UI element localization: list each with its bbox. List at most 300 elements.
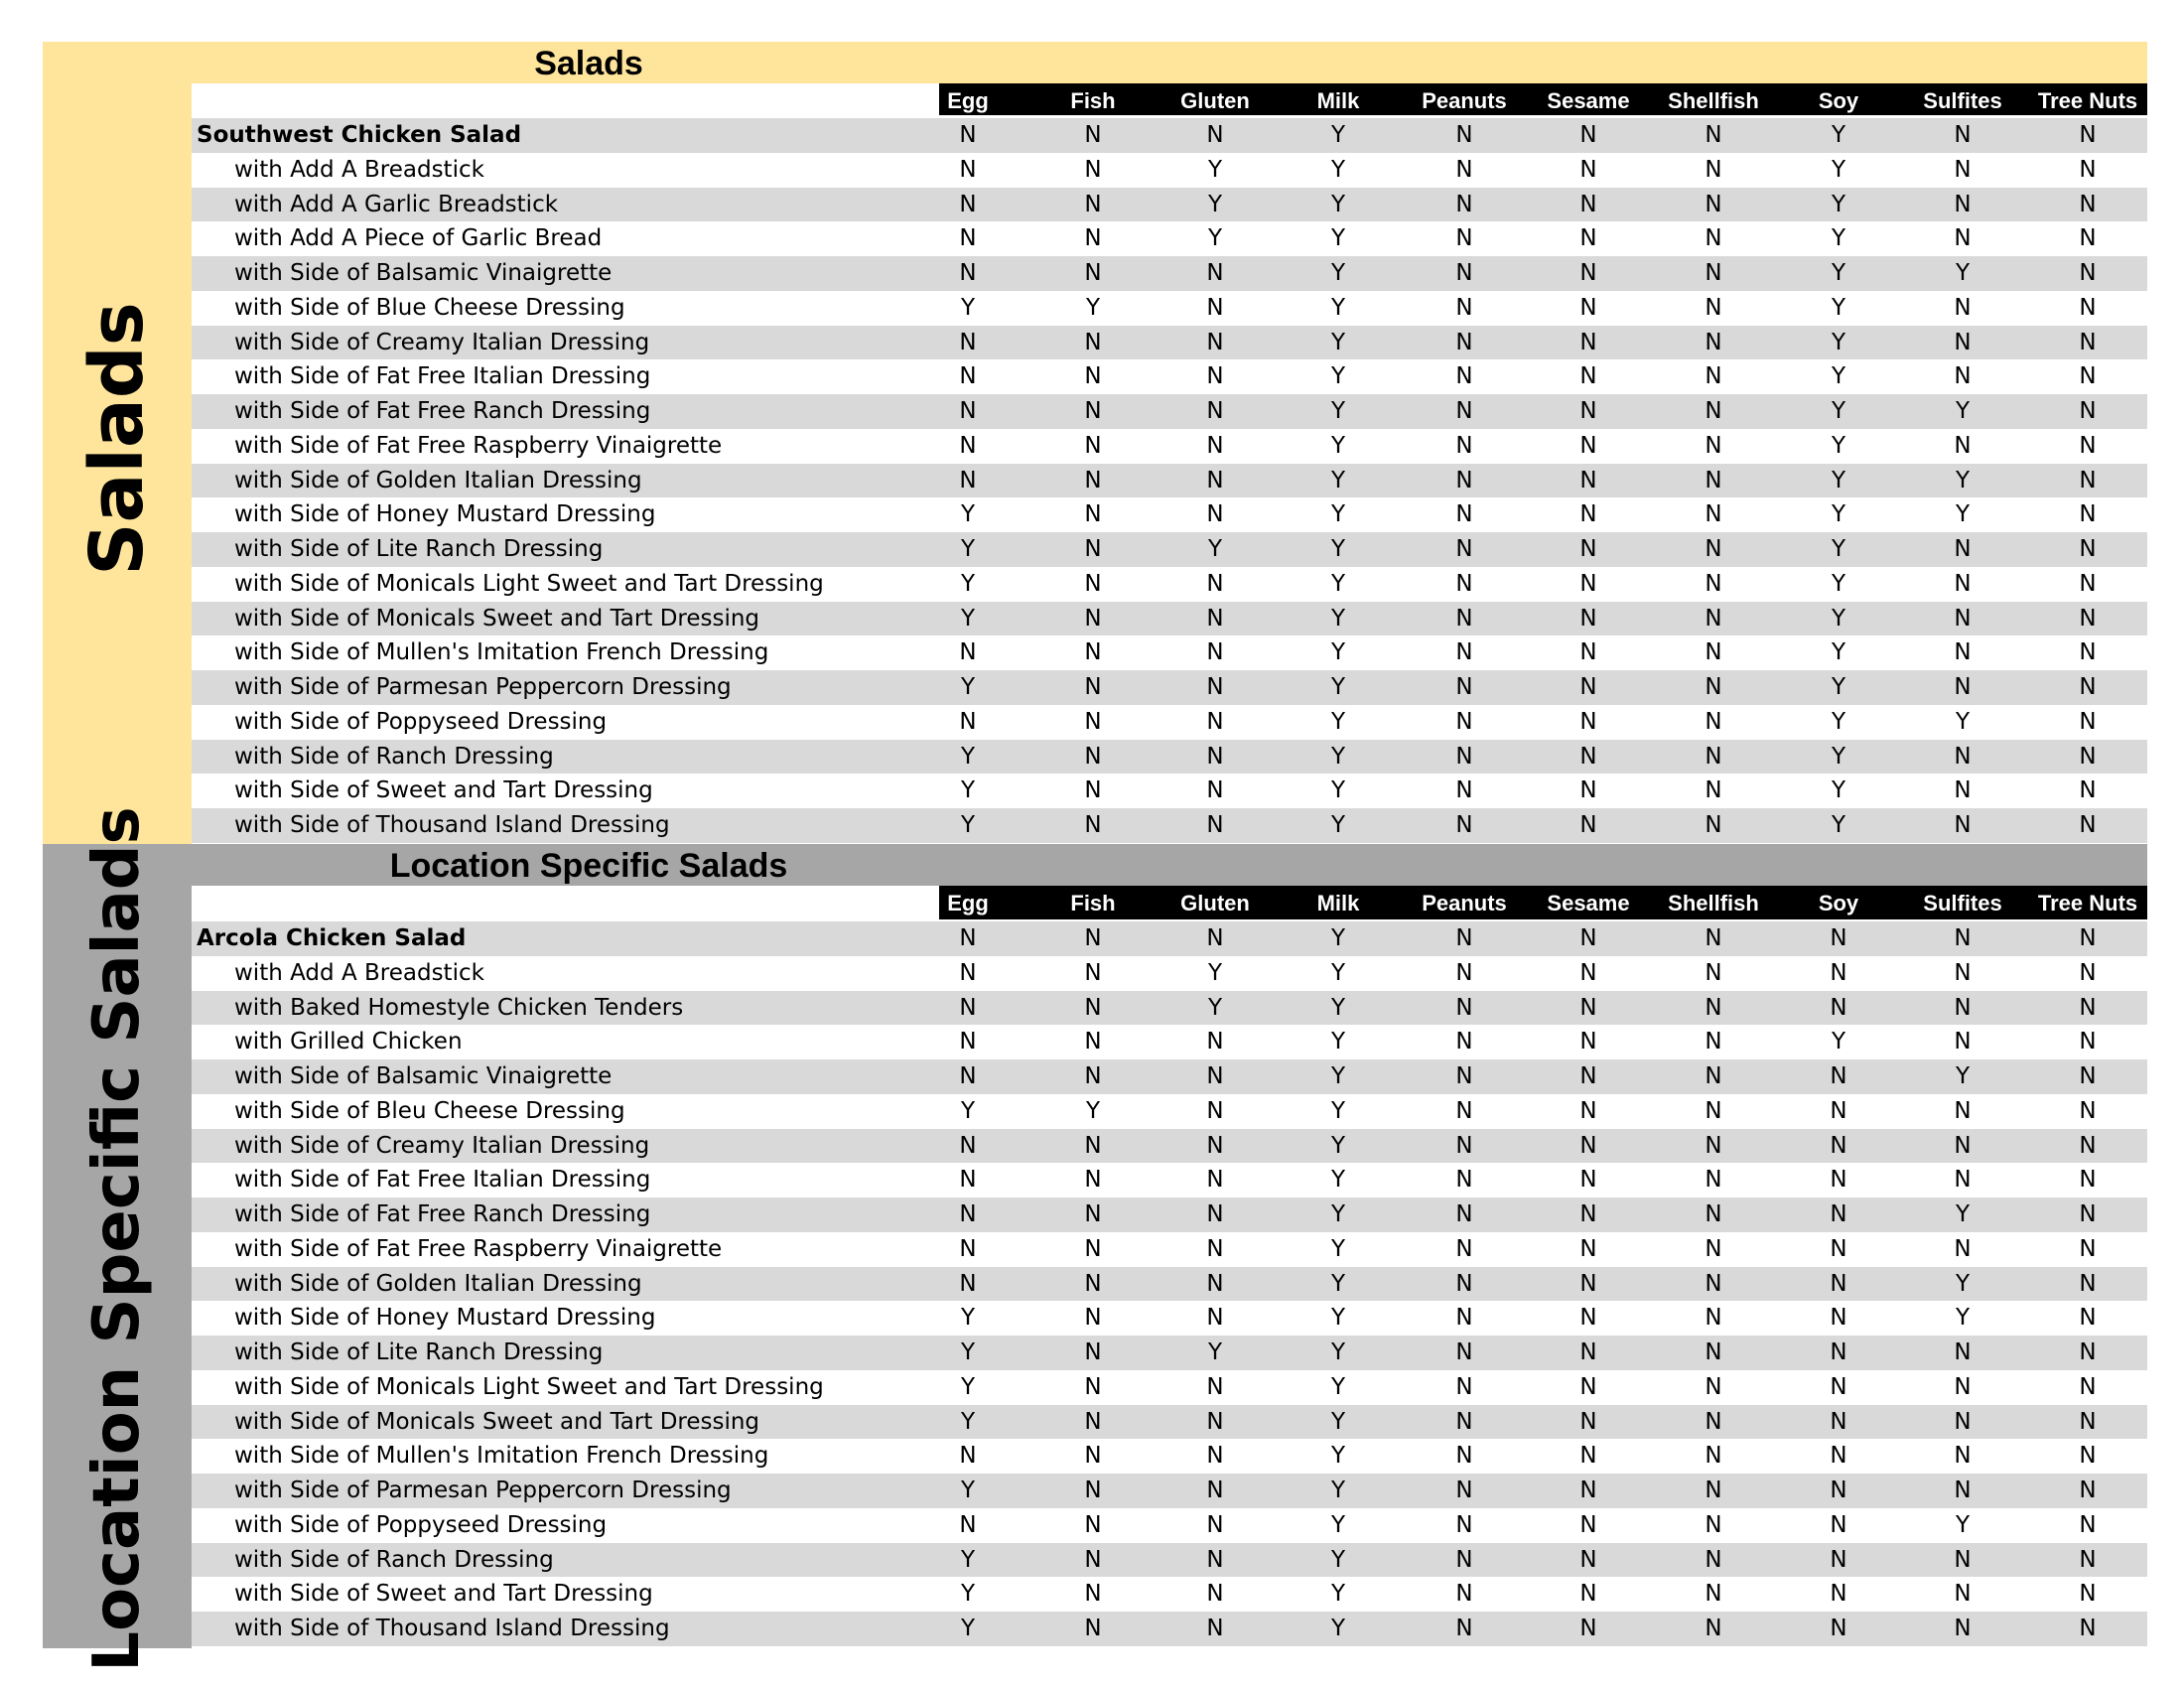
allergen-value-gluten: N (1206, 398, 1224, 424)
option-row (192, 326, 2147, 360)
option-row (192, 1025, 2147, 1059)
salads-section (43, 42, 2147, 844)
allergen-value-fish: N (1084, 1270, 1102, 1297)
option-row (192, 1267, 2147, 1302)
option-row (192, 1439, 2147, 1474)
location-specific-title: Location Specific Salads (389, 847, 788, 885)
item-name: with Side of Monicals Sweet and Tart Dressing (234, 605, 760, 632)
allergen-value-egg: Y (960, 1546, 976, 1573)
allergen-value-shellfish: N (1705, 743, 1722, 770)
allergen-value-fish: N (1084, 1235, 1102, 1262)
menu-item-row (192, 921, 2147, 956)
allergen-value-soy: Y (1831, 570, 1846, 597)
option-row (192, 1094, 2147, 1129)
allergen-value-soy: N (1830, 1167, 1847, 1194)
salads-title: Salads (534, 45, 643, 82)
item-name: with Add A Breadstick (234, 156, 484, 183)
allergen-value-egg: N (959, 260, 977, 286)
allergen-value-shellfish: N (1705, 225, 1722, 252)
allergen-value-fish: N (1084, 1339, 1102, 1365)
allergen-value-peanuts: N (1455, 1063, 1473, 1089)
allergen-value-tree-nuts: N (2079, 570, 2097, 597)
allergen-value-soy: N (1830, 1235, 1847, 1262)
allergen-value-gluten: Y (1207, 536, 1223, 562)
allergen-value-soy: N (1830, 1097, 1847, 1124)
allergen-value-sulfites: N (1954, 1477, 1972, 1503)
item-name: Southwest Chicken Salad (197, 122, 522, 148)
allergen-value-sulfites: N (1954, 925, 1972, 951)
option-row (192, 1336, 2147, 1370)
allergen-value-gluten: N (1206, 812, 1224, 838)
allergen-value-shellfish: N (1705, 777, 1722, 804)
item-name: with Side of Fat Free Raspberry Vinaigrette (234, 432, 723, 459)
allergen-value-peanuts: N (1455, 812, 1473, 838)
allergen-value-sesame: N (1579, 674, 1597, 700)
allergen-value-milk: Y (1330, 1167, 1346, 1194)
allergen-value-gluten: Y (1207, 191, 1223, 217)
item-name: with Side of Blue Cheese Dressing (234, 294, 625, 321)
allergen-value-milk: Y (1330, 639, 1346, 666)
allergen-value-sesame: N (1579, 1408, 1597, 1435)
allergen-value-peanuts: N (1455, 467, 1473, 493)
allergen-value-soy: Y (1831, 743, 1846, 770)
option-row (192, 359, 2147, 394)
allergen-value-sulfites: N (1954, 1581, 1972, 1608)
item-name: with Side of Thousand Island Dressing (234, 812, 670, 838)
allergen-value-gluten: N (1206, 1443, 1224, 1470)
allergen-value-sesame: N (1579, 708, 1597, 735)
allergen-value-milk: Y (1330, 1546, 1346, 1573)
allergen-value-peanuts: N (1455, 501, 1473, 528)
allergen-value-fish: N (1084, 994, 1102, 1021)
allergen-value-fish: N (1084, 570, 1102, 597)
location-specific-side-band (43, 806, 192, 1672)
allergen-value-gluten: N (1206, 329, 1224, 355)
allergen-value-fish: N (1084, 1373, 1102, 1400)
allergen-value-sesame: N (1579, 122, 1597, 148)
allergen-value-fish: N (1084, 1581, 1102, 1608)
allergen-value-sesame: N (1579, 191, 1597, 217)
menu-item-row (192, 118, 2147, 153)
allergen-value-soy: Y (1831, 639, 1846, 666)
item-name: with Side of Fat Free Italian Dressing (234, 363, 651, 390)
allergen-value-shellfish: N (1705, 363, 1722, 390)
allergen-value-sesame: N (1579, 363, 1597, 390)
allergen-value-soy: N (1830, 959, 1847, 986)
allergen-value-sulfites: N (1954, 605, 1972, 632)
allergen-value-gluten: N (1206, 122, 1224, 148)
allergen-value-sulfites: N (1954, 1546, 1972, 1573)
option-row (192, 635, 2147, 670)
item-name: with Side of Fat Free Raspberry Vinaigrette (234, 1235, 723, 1262)
allergen-value-fish: N (1084, 363, 1102, 390)
allergen-value-sesame: N (1579, 639, 1597, 666)
allergen-value-peanuts: N (1455, 1373, 1473, 1400)
allergen-value-peanuts: N (1455, 191, 1473, 217)
allergen-value-egg: N (959, 156, 977, 183)
allergen-value-shellfish: N (1705, 605, 1722, 632)
item-name: with Side of Parmesan Peppercorn Dressing (234, 1477, 732, 1503)
allergen-value-peanuts: N (1455, 1546, 1473, 1573)
allergen-value-gluten: N (1206, 743, 1224, 770)
allergen-value-shellfish: N (1705, 1443, 1722, 1470)
allergen-value-sulfites: Y (1955, 1201, 1971, 1227)
option-row (192, 1059, 2147, 1094)
allergen-value-egg: N (959, 708, 977, 735)
allergen-value-soy: N (1830, 1201, 1847, 1227)
item-name: with Side of Fat Free Ranch Dressing (234, 398, 651, 424)
column-header-peanuts: Peanuts (1422, 88, 1507, 113)
allergen-value-fish: N (1084, 1167, 1102, 1194)
column-header-fish: Fish (1070, 88, 1116, 113)
option-row (192, 1301, 2147, 1336)
allergen-value-soy: Y (1831, 501, 1846, 528)
allergen-value-gluten: N (1206, 1201, 1224, 1227)
allergen-value-egg: Y (960, 1408, 976, 1435)
allergen-value-milk: Y (1330, 467, 1346, 493)
allergen-value-shellfish: N (1705, 1201, 1722, 1227)
allergen-value-sesame: N (1579, 1477, 1597, 1503)
allergen-value-fish: N (1084, 536, 1102, 562)
allergen-value-sesame: N (1579, 1097, 1597, 1124)
allergen-value-gluten: N (1206, 363, 1224, 390)
allergen-value-gluten: N (1206, 501, 1224, 528)
allergen-value-fish: N (1084, 639, 1102, 666)
allergen-value-peanuts: N (1455, 1029, 1473, 1055)
allergen-value-gluten: N (1206, 1373, 1224, 1400)
allergen-value-egg: N (959, 363, 977, 390)
allergen-value-tree-nuts: N (2079, 225, 2097, 252)
allergen-value-sesame: N (1579, 1581, 1597, 1608)
allergen-value-gluten: N (1206, 467, 1224, 493)
allergen-value-milk: Y (1330, 363, 1346, 390)
allergen-value-shellfish: N (1705, 467, 1722, 493)
option-row (192, 221, 2147, 256)
location-specific-salads-section (43, 806, 2147, 1672)
allergen-value-sulfites: N (1954, 777, 1972, 804)
allergen-value-gluten: N (1206, 1097, 1224, 1124)
allergen-value-egg: N (959, 122, 977, 148)
allergen-value-fish: N (1084, 1029, 1102, 1055)
item-name: with Side of Ranch Dressing (234, 743, 554, 770)
allergen-value-sesame: N (1579, 501, 1597, 528)
allergen-value-tree-nuts: N (2079, 1581, 2097, 1608)
allergen-value-milk: Y (1330, 1581, 1346, 1608)
allergen-value-sulfites: N (1954, 1443, 1972, 1470)
allergen-value-soy: Y (1831, 329, 1846, 355)
allergen-value-fish: N (1084, 191, 1102, 217)
allergen-value-tree-nuts: N (2079, 1167, 2097, 1194)
allergen-value-fish: Y (1085, 1097, 1101, 1124)
allergen-value-tree-nuts: N (2079, 1616, 2097, 1641)
allergen-value-shellfish: N (1705, 294, 1722, 321)
allergen-value-gluten: Y (1207, 225, 1223, 252)
allergen-value-sulfites: N (1954, 674, 1972, 700)
allergen-value-tree-nuts: N (2079, 1339, 2097, 1365)
allergen-value-gluten: N (1206, 1581, 1224, 1608)
item-name: with Side of Bleu Cheese Dressing (234, 1097, 625, 1124)
option-row (192, 740, 2147, 774)
item-name: with Side of Creamy Italian Dressing (234, 1132, 650, 1159)
item-name: with Side of Mullen's Imitation French Dressing (234, 1443, 769, 1470)
allergen-value-tree-nuts: N (2079, 294, 2097, 321)
allergen-value-soy: Y (1831, 1029, 1846, 1055)
option-row (192, 1543, 2147, 1578)
allergen-value-egg: Y (960, 1305, 976, 1332)
allergen-value-tree-nuts: N (2079, 1408, 2097, 1435)
option-row (192, 532, 2147, 567)
column-header-tree-nuts: Tree Nuts (2037, 891, 2138, 915)
allergen-value-fish: N (1084, 1511, 1102, 1538)
allergen-value-egg: N (959, 467, 977, 493)
allergen-value-shellfish: N (1705, 398, 1722, 424)
allergen-value-sesame: N (1579, 925, 1597, 951)
allergen-value-shellfish: N (1705, 1097, 1722, 1124)
allergen-value-sesame: N (1579, 1235, 1597, 1262)
salads-title-bar (192, 42, 2147, 83)
allergen-value-peanuts: N (1455, 225, 1473, 252)
allergen-value-soy: N (1830, 1546, 1847, 1573)
allergen-value-soy: N (1830, 1443, 1847, 1470)
allergen-value-gluten: N (1206, 260, 1224, 286)
allergen-value-peanuts: N (1455, 959, 1473, 986)
allergen-value-tree-nuts: N (2079, 1305, 2097, 1332)
location-specific-title-bar (192, 844, 2147, 886)
allergen-value-egg: Y (960, 1339, 976, 1365)
allergen-value-sesame: N (1579, 1201, 1597, 1227)
allergen-value-fish: N (1084, 1201, 1102, 1227)
allergen-value-milk: Y (1330, 925, 1346, 951)
item-name: with Side of Lite Ranch Dressing (234, 536, 604, 562)
allergen-value-tree-nuts: N (2079, 1029, 2097, 1055)
allergen-value-fish: N (1084, 1443, 1102, 1470)
column-header-egg: Egg (947, 891, 989, 915)
allergen-value-sesame: N (1579, 605, 1597, 632)
column-header-soy: Soy (1818, 88, 1859, 113)
salads-band-label: Salads (74, 302, 160, 576)
item-name: with Add A Breadstick (234, 959, 484, 986)
allergen-value-tree-nuts: N (2079, 1097, 2097, 1124)
allergen-value-shellfish: N (1705, 1408, 1722, 1435)
allergen-value-soy: N (1830, 1408, 1847, 1435)
column-header-tree-nuts: Tree Nuts (2037, 88, 2138, 113)
allergen-value-sesame: N (1579, 743, 1597, 770)
allergen-value-milk: Y (1330, 1477, 1346, 1503)
allergen-value-milk: Y (1330, 536, 1346, 562)
allergen-value-sesame: N (1579, 1270, 1597, 1297)
allergen-value-peanuts: N (1455, 1443, 1473, 1470)
item-name: with Add A Garlic Breadstick (234, 191, 559, 217)
allergen-value-soy: N (1830, 1511, 1847, 1538)
allergen-value-tree-nuts: N (2079, 398, 2097, 424)
allergen-value-sesame: N (1579, 1132, 1597, 1159)
allergen-value-gluten: N (1206, 1546, 1224, 1573)
allergen-value-sulfites: N (1954, 294, 1972, 321)
allergen-value-shellfish: N (1705, 501, 1722, 528)
column-header-sulfites: Sulfites (1923, 891, 2002, 915)
allergen-value-sesame: N (1579, 467, 1597, 493)
allergen-value-shellfish: N (1705, 1373, 1722, 1400)
location-specific-rows (192, 921, 2147, 1646)
allergen-value-milk: Y (1330, 1616, 1346, 1641)
allergen-value-tree-nuts: N (2079, 925, 2097, 951)
column-header-egg: Egg (947, 88, 989, 113)
allergen-value-milk: Y (1330, 605, 1346, 632)
allergen-value-milk: Y (1330, 994, 1346, 1021)
allergen-value-tree-nuts: N (2079, 432, 2097, 459)
item-name: with Side of Creamy Italian Dressing (234, 329, 650, 355)
allergen-value-peanuts: N (1455, 260, 1473, 286)
item-name: with Add A Piece of Garlic Bread (234, 225, 603, 252)
allergen-value-egg: N (959, 1443, 977, 1470)
allergen-value-sesame: N (1579, 1029, 1597, 1055)
allergen-value-fish: N (1084, 708, 1102, 735)
allergen-value-peanuts: N (1455, 1305, 1473, 1332)
allergen-value-egg: Y (960, 1581, 976, 1608)
allergen-value-tree-nuts: N (2079, 605, 2097, 632)
item-name: with Side of Balsamic Vinaigrette (234, 1063, 613, 1089)
allergen-value-gluten: N (1206, 570, 1224, 597)
allergen-value-sesame: N (1579, 225, 1597, 252)
allergen-value-shellfish: N (1705, 260, 1722, 286)
option-row (192, 188, 2147, 222)
allergen-value-soy: Y (1831, 225, 1846, 252)
allergen-value-sesame: N (1579, 156, 1597, 183)
allergen-value-egg: N (959, 1063, 977, 1089)
allergen-value-shellfish: N (1705, 959, 1722, 986)
allergen-value-fish: N (1084, 467, 1102, 493)
allergen-value-soy: N (1830, 1132, 1847, 1159)
allergen-value-peanuts: N (1455, 122, 1473, 148)
item-name: with Side of Fat Free Ranch Dressing (234, 1201, 651, 1227)
allergen-value-milk: Y (1330, 674, 1346, 700)
option-row (192, 153, 2147, 188)
allergen-value-soy: Y (1831, 260, 1846, 286)
allergen-value-peanuts: N (1455, 1270, 1473, 1297)
allergen-value-tree-nuts: N (2079, 1511, 2097, 1538)
salads-side-band (43, 42, 192, 844)
allergen-value-tree-nuts: N (2079, 1270, 2097, 1297)
allergen-value-soy: N (1830, 925, 1847, 951)
allergen-value-sulfites: N (1954, 994, 1972, 1021)
allergen-value-egg: N (959, 1132, 977, 1159)
allergen-value-sulfites: N (1954, 1097, 1972, 1124)
allergen-value-shellfish: N (1705, 122, 1722, 148)
allergen-value-milk: Y (1330, 122, 1346, 148)
allergen-value-soy: N (1830, 994, 1847, 1021)
allergen-value-peanuts: N (1455, 743, 1473, 770)
allergen-value-egg: N (959, 398, 977, 424)
allergen-value-gluten: N (1206, 1132, 1224, 1159)
allergen-value-soy: Y (1831, 777, 1846, 804)
allergen-value-shellfish: N (1705, 1167, 1722, 1194)
allergen-value-sulfites: N (1954, 156, 1972, 183)
allergen-value-sulfites: Y (1955, 467, 1971, 493)
allergen-value-egg: Y (960, 294, 976, 321)
allergen-value-gluten: N (1206, 708, 1224, 735)
allergen-value-sesame: N (1579, 1063, 1597, 1089)
allergen-value-milk: Y (1330, 1029, 1346, 1055)
allergen-value-peanuts: N (1455, 1408, 1473, 1435)
column-header-peanuts: Peanuts (1422, 891, 1507, 915)
allergen-value-egg: Y (960, 743, 976, 770)
option-row (192, 497, 2147, 532)
allergen-value-fish: N (1084, 959, 1102, 986)
allergen-value-sulfites: Y (1955, 1270, 1971, 1297)
allergen-value-tree-nuts: N (2079, 1546, 2097, 1573)
allergen-value-sesame: N (1579, 570, 1597, 597)
allergen-value-peanuts: N (1455, 1511, 1473, 1538)
allergen-value-sulfites: N (1954, 1408, 1972, 1435)
option-row (192, 1370, 2147, 1405)
allergen-value-sulfites: N (1954, 363, 1972, 390)
allergen-value-tree-nuts: N (2079, 1477, 2097, 1503)
item-name: with Side of Fat Free Italian Dressing (234, 1167, 651, 1194)
option-row (192, 1197, 2147, 1232)
allergen-value-fish: Y (1085, 294, 1101, 321)
allergen-value-soy: Y (1831, 294, 1846, 321)
allergen-value-soy: Y (1831, 432, 1846, 459)
allergen-value-egg: N (959, 1511, 977, 1538)
allergen-value-egg: N (959, 925, 977, 951)
allergen-value-sesame: N (1579, 1511, 1597, 1538)
allergen-value-soy: N (1830, 1063, 1847, 1089)
option-row (192, 464, 2147, 498)
allergen-value-gluten: N (1206, 1305, 1224, 1332)
allergen-value-fish: N (1084, 605, 1102, 632)
allergen-value-soy: Y (1831, 674, 1846, 700)
allergen-value-milk: Y (1330, 1097, 1346, 1124)
allergen-value-peanuts: N (1455, 994, 1473, 1021)
column-header-milk: Milk (1316, 891, 1360, 915)
allergen-value-sesame: N (1579, 1305, 1597, 1332)
allergen-value-fish: N (1084, 260, 1102, 286)
allergen-value-fish: N (1084, 156, 1102, 183)
allergen-value-soy: Y (1831, 398, 1846, 424)
column-header-milk: Milk (1316, 88, 1360, 113)
allergen-value-shellfish: N (1705, 1029, 1722, 1055)
allergen-value-egg: N (959, 1167, 977, 1194)
allergen-value-sesame: N (1579, 1443, 1597, 1470)
allergen-value-soy: Y (1831, 191, 1846, 217)
allergen-value-egg: N (959, 329, 977, 355)
allergen-value-sulfites: N (1954, 122, 1972, 148)
allergen-value-fish: N (1084, 674, 1102, 700)
allergen-value-egg: N (959, 225, 977, 252)
allergen-value-shellfish: N (1705, 1063, 1722, 1089)
allergen-value-sesame: N (1579, 1616, 1597, 1641)
allergen-value-shellfish: N (1705, 1511, 1722, 1538)
allergen-value-peanuts: N (1455, 1477, 1473, 1503)
allergen-value-sulfites: N (1954, 432, 1972, 459)
allergen-value-egg: N (959, 1235, 977, 1262)
allergen-value-milk: Y (1330, 432, 1346, 459)
allergen-value-egg: Y (960, 501, 976, 528)
option-row (192, 991, 2147, 1026)
location-specific-column-header (939, 886, 2147, 919)
allergen-value-tree-nuts: N (2079, 639, 2097, 666)
allergen-value-milk: Y (1330, 294, 1346, 321)
allergen-value-soy: Y (1831, 708, 1846, 735)
allergen-value-fish: N (1084, 812, 1102, 838)
allergen-value-sulfites: N (1954, 1167, 1972, 1194)
item-name: Arcola Chicken Salad (197, 925, 467, 951)
option-row (192, 956, 2147, 991)
allergen-value-sulfites: N (1954, 225, 1972, 252)
allergen-value-milk: Y (1330, 1373, 1346, 1400)
allergen-value-fish: N (1084, 777, 1102, 804)
allergen-value-peanuts: N (1455, 674, 1473, 700)
